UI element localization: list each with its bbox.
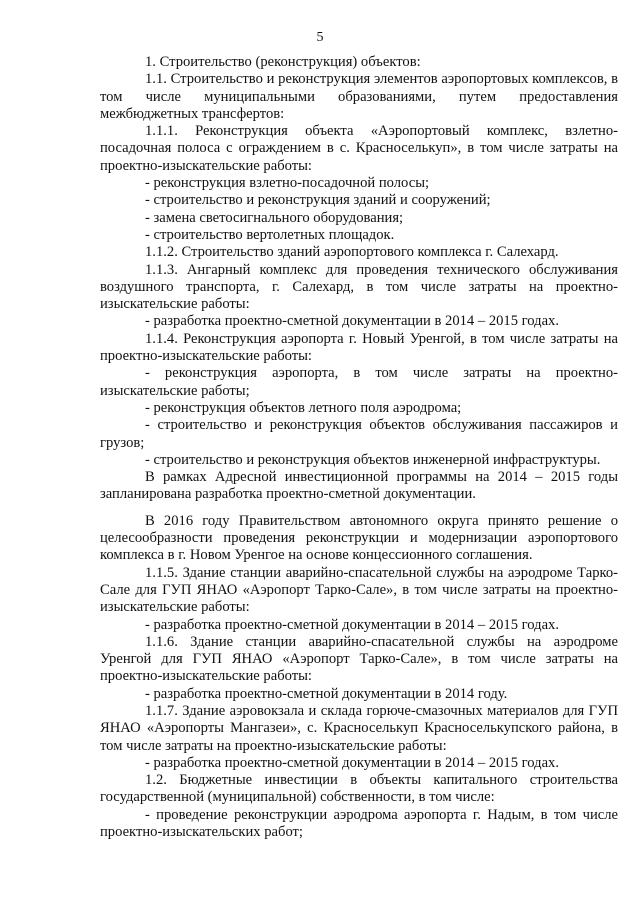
paragraph: - строительство и реконструкция зданий и сооружений; <box>145 192 491 209</box>
paragraph: - замена светосигнального оборудования; <box>145 209 404 226</box>
paragraph: - реконструкция аэропорта, в том числе затраты на проектно-изыскательские работы; <box>100 365 618 399</box>
page-number: 5 <box>316 30 324 45</box>
paragraph: - реконструкция взлетно-посадочной полосы; <box>145 175 430 192</box>
paragraph: 1. Строительство (реконструкция) объектов: <box>145 54 421 70</box>
paragraph: 1.1. Строительство и реконструкция элементов аэропортовых комплексов, в том числе муниципальными образованиями, путем предоставления межбюджетных трансфертов: <box>100 71 618 122</box>
paragraph: - строительство и реконструкция объектов обслуживания пассажиров и грузов; <box>100 417 618 451</box>
paragraph: - разработка проектно-сметной документации в 2014 – 2015 годах. <box>145 313 560 330</box>
paragraph: 1.1.2. Строительство зданий аэропортового комплекса г. Салехард. <box>145 244 559 261</box>
paragraph: 1.1.3. Ангарный комплекс для проведения технического обслуживания воздушного транспорта, г. Салехард, в том числе затраты на проектно-изыскательские работы: <box>100 261 618 313</box>
paragraph: - разработка проектно-сметной документации в 2014 – 2015 годах. <box>145 754 560 771</box>
paragraph: - строительство и реконструкция объектов инженерной инфраструктуры. <box>145 451 601 468</box>
document-body <box>100 54 618 841</box>
paragraph: В 2016 году Правительством автономного округа принято решение о целесообразности проведения реконструкции и модернизации аэропортового комплекса в г. Новом Уренгое на основе концессионного соглашения. <box>100 512 618 564</box>
paragraph: В рамках Адресной инвестиционной программы на 2014 – 2015 годы запланирована разработка проектно-сметной документации. <box>100 469 618 503</box>
paragraph: - реконструкция объектов летного поля аэродрома; <box>145 399 462 416</box>
paragraph: - разработка проектно-сметной документации в 2014 году. <box>145 685 508 702</box>
paragraph: - строительство вертолетных площадок. <box>145 226 395 243</box>
paragraph: 1.2. Бюджетные инвестиции в объекты капитального строительства государственной (муниципальной) собственности, в том числе: <box>100 772 618 806</box>
paragraph: 1.1.6. Здание станции аварийно-спасательной службы на аэродроме Уренгой для ГУП ЯНАО «Аэропорт Тарко-Сале», в том числе затраты на проектно-изыскательские работы: <box>100 633 618 685</box>
paragraph: 1.1.7. Здание аэровокзала и склада горюче-смазочных материалов для ГУП ЯНАО «Аэропорты Мангазеи», с. Красноселькуп Красноселькупского района, в том числе затраты на проектно-изыскательские работы: <box>100 702 618 754</box>
paragraph: 1.1.4. Реконструкция аэропорта г. Новый Уренгой, в том числе затраты на проектно-изыскательские работы: <box>100 330 618 365</box>
paragraph: - разработка проектно-сметной документации в 2014 – 2015 годах. <box>145 616 560 633</box>
paragraph: 1.1.5. Здание станции аварийно-спасательной службы на аэродроме Тарко-Сале для ГУП ЯНАО «Аэропорт Тарко-Сале», в том числе затраты на проектно-изыскательские работы: <box>100 564 618 616</box>
paragraph: - проведение реконструкции аэродрома аэропорта г. Надым, в том числе проектно-изыскательских работ; <box>100 806 618 841</box>
paragraph: 1.1.1. Реконструкция объекта «Аэропортовый комплекс, взлетно-посадочная полоса с ограждением в с. Красноселькуп», в том числе затраты на проектно-изыскательские работы: <box>100 123 618 174</box>
